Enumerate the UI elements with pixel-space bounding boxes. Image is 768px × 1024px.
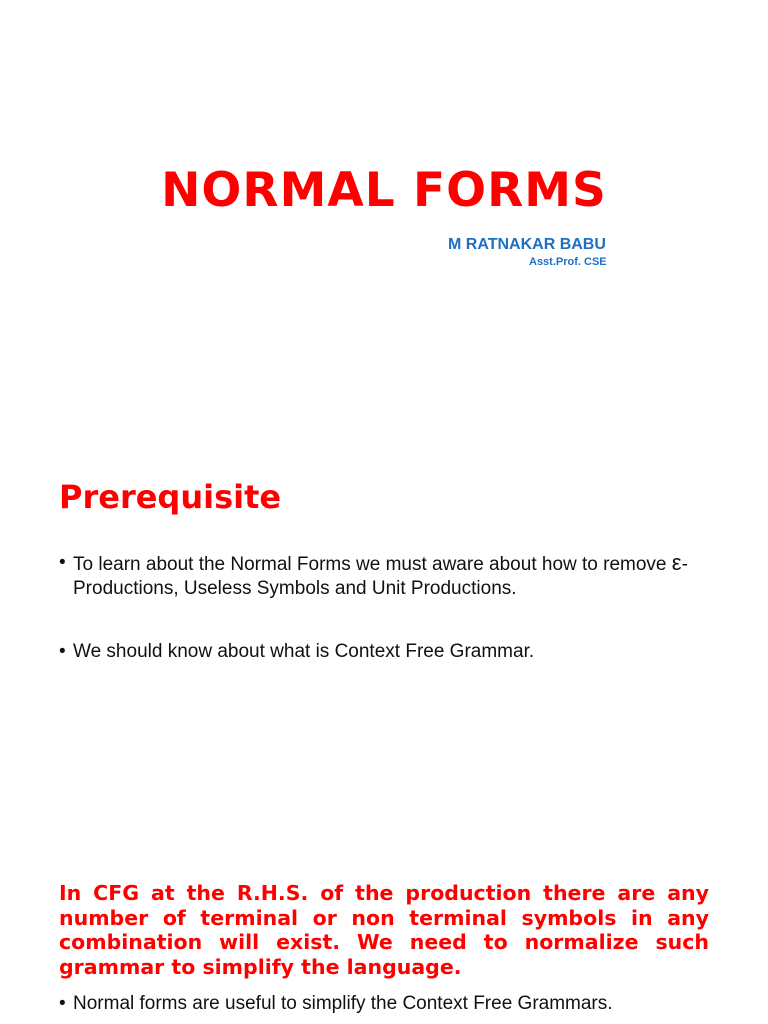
bullet-glyph: • (59, 641, 66, 662)
bullet-text-start: To learn about the Normal Forms we must aware about how to remove (73, 554, 672, 575)
bullet-item-prerequisite-1 (59, 551, 719, 601)
bullet-item-prerequisite-2 (59, 640, 719, 664)
epsilon-symbol: ε (671, 550, 682, 575)
section-heading-prerequisite: Prerequisite (59, 478, 282, 516)
bullet-item-normal-forms (59, 992, 719, 1016)
bullet-text (73, 551, 719, 601)
bullet-text: Normal forms are useful to simplify the Context Free Grammars. (73, 993, 613, 1014)
bullet-glyph: • (59, 993, 66, 1014)
bullet-text-end: -Productions, Useless Symbols and Unit Productions. (73, 554, 688, 599)
bullet-text: We should know about what is Context Free Grammar. (73, 641, 535, 662)
bullet-glyph: • (59, 552, 66, 573)
author-role: Asst.Prof. CSE (529, 256, 607, 268)
author-name: M RATNAKAR BABU (448, 236, 606, 253)
slide-title: NORMAL FORMS (161, 163, 607, 218)
emphasis-paragraph: In CFG at the R.H.S. of the production there are any number of terminal or non terminal symbols in any combination will exist. We need to normalize such grammar to simplify the language. (59, 881, 709, 979)
